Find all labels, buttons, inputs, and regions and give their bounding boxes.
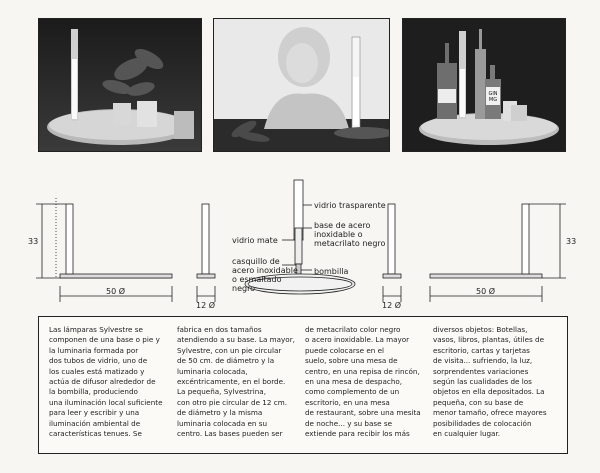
dim-height-right: 33 [566,237,577,246]
svg-text:MG: MG [488,97,498,103]
photo-lamp-bust [213,18,390,152]
label-vidrio-mate: vidrio mate [232,236,278,245]
label-casquillo: casquillo de [232,257,280,266]
dim-diameter-small-right: 12 Ø [382,301,402,310]
dim-height-left: 33 [28,237,39,246]
description-box [38,316,568,454]
label-metacrilato-negro: metacrilato negro [314,239,386,248]
dim-diameter-small-left: 12 Ø [196,301,216,310]
lamp-small-side-left [197,204,215,302]
dim-diameter-large-right: 50 Ø [476,287,496,296]
lamp-large-side-right [430,204,566,302]
text-column-4: diversos objetos: Botellas, vasos, libros, plantas, útiles de escritorio, cartas y tarjetas de visita... sufriendo, la luz, sorprendentes variaciones según las cualidades de los objetos en ella depositados. La pequeña, con su base de menor tamaño, ofrece mayores posibilidades de colocación en cualquier lugar. [433,325,547,439]
photo-lamp-plants [38,18,202,152]
bottle-label: GIN [488,91,498,97]
lamp-large-side-left [36,198,172,302]
text-column-1: Las lámparas Sylvestre se componen de una base o pie y la luminaria formada por dos tubos de vidrio, uno de los cuales está matizado y actúa de difusor alrededor de la bombilla, produciendo una iluminación local suficiente para leer y escribir y una iluminación ambiental de características tenues. Se [49,325,163,439]
label-negro: negro [232,284,256,293]
photo-lamp-bottles [402,18,566,152]
text-column-2: fabrica en dos tamaños atendiendo a su base. La mayor, Sylvestre, con un pie circular de 50 cm. de diámetro y la luminaria colocada, excéntricamente, en el borde. La pequeña, Sylvestrina, con otro pie circular de 12 cm. de diámetro y la misma luminaria colocada en su centro. Las bases pueden ser [177,325,295,439]
lamp-small-side-right [383,204,401,302]
label-acero-inoxidable: acero inoxidable [232,266,298,275]
label-o-esmaltado: o esmaltado [232,275,282,284]
technical-drawing [0,160,600,320]
label-bombilla: bombilla [314,267,349,276]
label-vidrio-trasparente: vidrio trasparente [314,201,386,210]
label-base-acero: base de acero [314,221,371,230]
label-inoxidable-o: inoxidable o [314,230,363,239]
dim-diameter-large-left: 50 Ø [106,287,126,296]
text-column-3: de metacrilato color negro o acero inoxidable. La mayor puede colocarse en el suelo, sobre una mesa de centro, en una repisa de rincón, en una mesa de despacho, como complemento de un escritorio, en una mesa de restaurant, sobre una mesita de noche... y su base se extiende para recibir los más [305,325,421,439]
